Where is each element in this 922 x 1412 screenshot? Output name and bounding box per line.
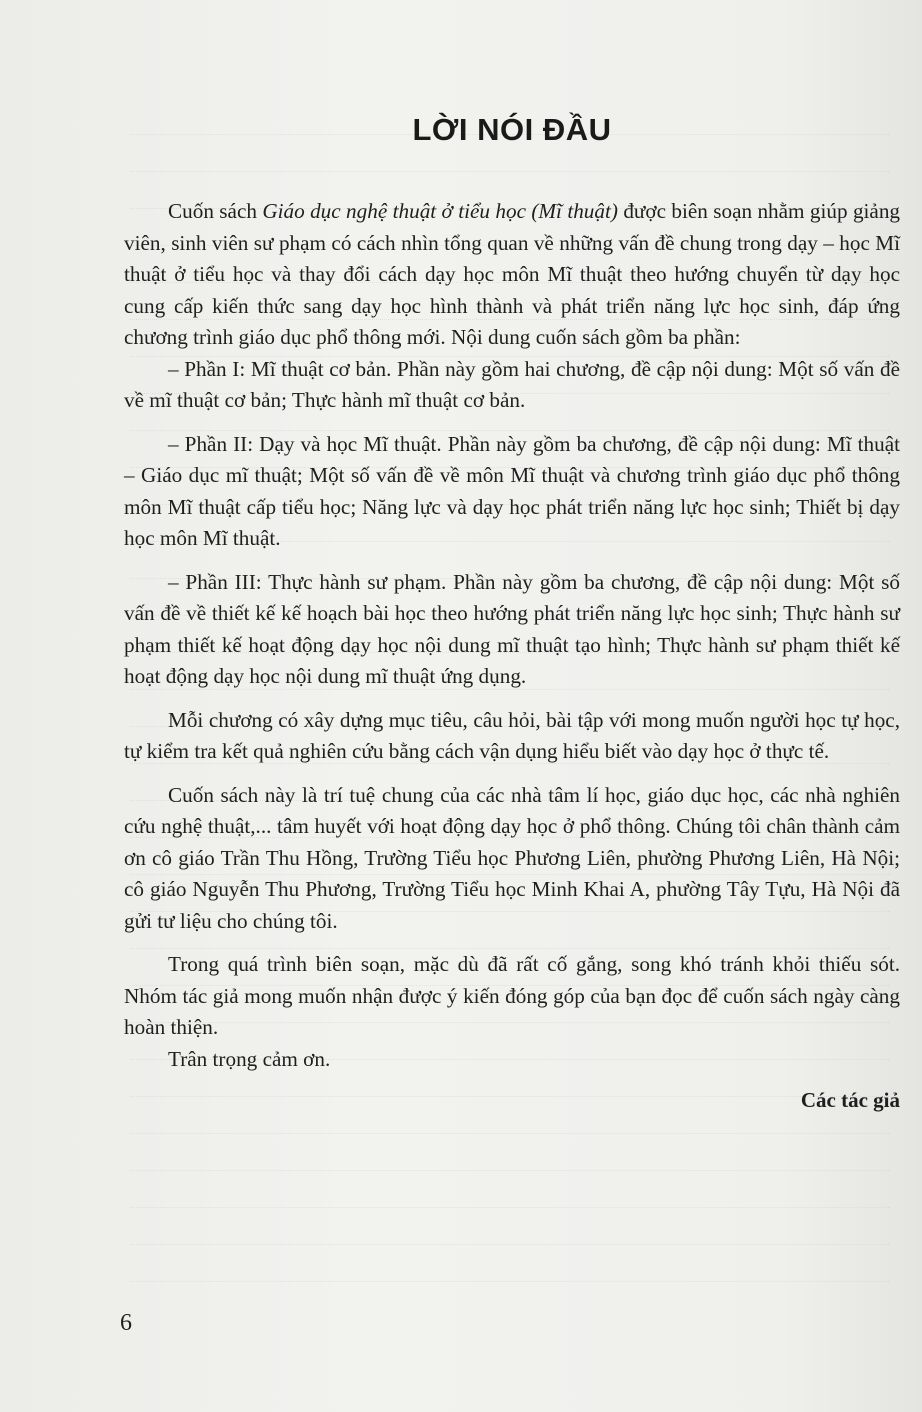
- page-content: [124, 100, 900, 1116]
- intro-text-end: được biên soạn nhằm giúp giảng viên, sinh viên sư phạm có cách nhìn tổng quan về những vấn đề chung trong dạy – học Mĩ thuật ở tiểu học và thay đổi cách dạy học môn Mĩ thuật theo hướng chuyển từ dạy học cung cấp kiến thức sang dạy học hình thành và phát triển năng lực học sinh, đáp ứng chương trình giáo dục phổ thông mới. Nội dung cuốn sách gồm ba phần:: [124, 199, 901, 349]
- page-title: LỜI NÓI ĐẦU: [412, 112, 612, 147]
- page-number: 6: [120, 1310, 132, 1336]
- book-title-italic: Giáo dục nghệ thuật ở tiểu học (Mĩ thuật): [262, 199, 618, 223]
- intro-text-start: Cuốn sách: [168, 199, 263, 223]
- paragraph-feedback: Trong quá trình biên soạn, mặc dù đã rất cố gắng, song khó tránh khỏi thiếu sót. Nhóm tác giả mong muốn nhận được ý kiến đóng góp của bạn đọc để cuốn sách ngày càng hoàn thiện.: [124, 952, 900, 1039]
- authors-signature: Các tác giả: [800, 1088, 900, 1112]
- paragraph-thanks: Trân trọng cảm ơn.: [168, 1046, 331, 1071]
- paragraph-part-two: – Phần II: Dạy và học Mĩ thuật. Phần này gồm ba chương, đề cập nội dung: Mĩ thuật – Giáo dục mĩ thuật; Một số vấn đề về môn Mĩ thuật và chương trình giáo dục phổ thông môn Mĩ thuật cấp tiểu học; Năng lực và dạy học phát triển năng lực học sinh; Thiết bị dạy học môn Mĩ thuật.: [124, 431, 900, 550]
- paragraph-acknowledgement: Cuốn sách này là trí tuệ chung của các nhà tâm lí học, giáo dục học, các nhà nghiên cứu nghệ thuật,... tâm huyết với hoạt động dạy học ở phổ thông. Chúng tôi chân thành cảm ơn cô giáo Trần Thu Hồng, Trường Tiểu học Phương Liên, phường Phương Liên, Hà Nội; cô giáo Nguyễn Thu Phương, Trường Tiểu học Minh Khai A, phường Tây Tựu, Hà Nội đã gửi tư liệu cho chúng tôi.: [124, 782, 900, 933]
- paragraph-part-three: – Phần III: Thực hành sư phạm. Phần này gồm ba chương, đề cập nội dung: Một số vấn đề về thiết kế kế hoạch bài học theo hướng phát triển năng lực học sinh; Thực hành sư phạm thiết kế hoạt động dạy học nội dung mĩ thuật tạo hình; Thực hành sư phạm thiết kế hoạt động dạy học nội dung mĩ thuật ứng dụng.: [124, 569, 900, 688]
- paragraph-intro: [124, 196, 900, 354]
- paragraph-part-one: – Phần I: Mĩ thuật cơ bản. Phần này gồm hai chương, đề cập nội dung: Một số vấn đề về mĩ thuật cơ bản; Thực hành mĩ thuật cơ bản.: [124, 356, 900, 412]
- paragraph-chapter-structure: Mỗi chương có xây dựng mục tiêu, câu hỏi, bài tập với mong muốn người học tự học, tự kiểm tra kết quả nghiên cứu bằng cách vận dụng hiểu biết vào dạy học ở thực tế.: [124, 707, 900, 763]
